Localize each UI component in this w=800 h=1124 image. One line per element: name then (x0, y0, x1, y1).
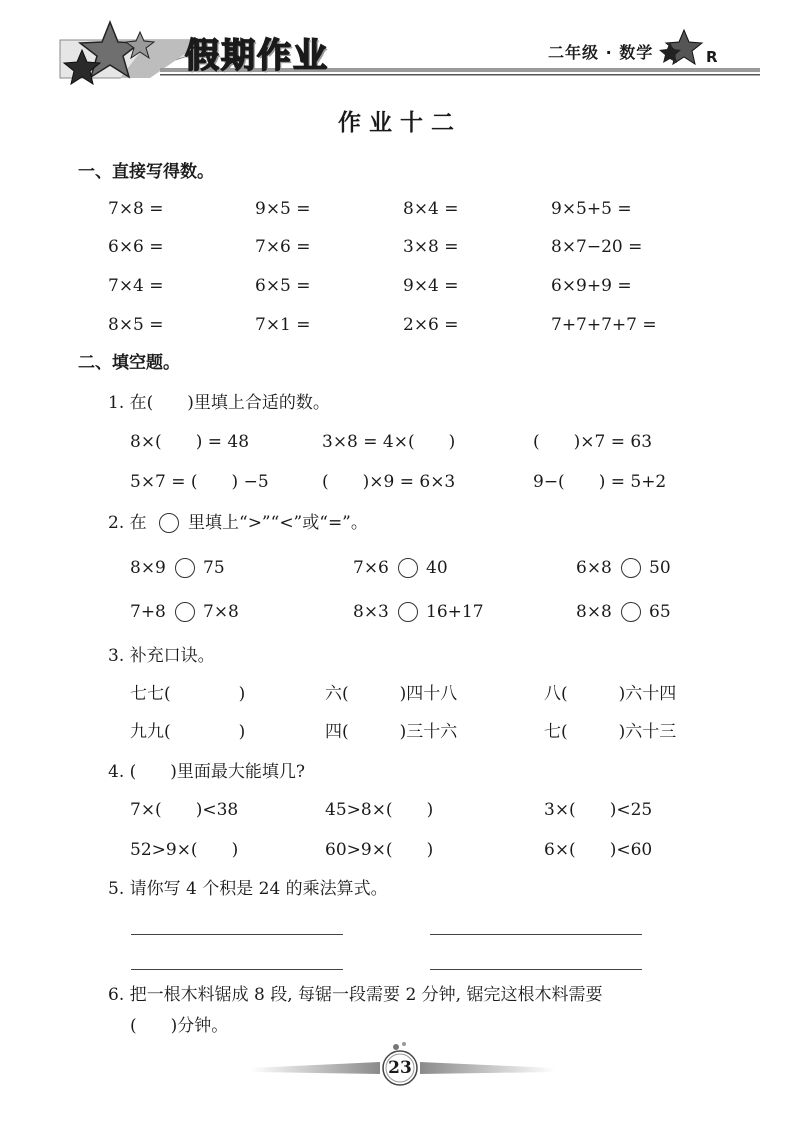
header-title: 假期作业 (185, 36, 329, 76)
q2-prompt-start: 2. 在 (108, 513, 147, 533)
calc-item: 8×7−20 = (551, 237, 643, 257)
compare-right: 75 (203, 558, 225, 578)
rhyme-item: 六( )四十八 (325, 684, 458, 704)
max-fill-item: 52>9×( ) (130, 840, 239, 860)
calc-item: 2×6 = (403, 315, 459, 335)
compare-right: 65 (649, 602, 671, 622)
max-fill-item: 6×( )<60 (544, 840, 653, 860)
max-fill-item: 3×( )<25 (544, 800, 653, 820)
compare-left: 7×6 (353, 558, 389, 578)
calc-item: 9×5 = (255, 199, 311, 219)
edition-mark: R (706, 48, 718, 66)
answer-line[interactable] (131, 969, 343, 970)
header-banner (0, 0, 800, 110)
compare-left: 7+8 (130, 602, 166, 622)
rhyme-item: 七七( ) (130, 684, 246, 704)
compare-circle-blank[interactable] (175, 602, 195, 622)
q4-prompt: 4. ( )里面最大能填几? (108, 762, 306, 782)
calc-item: 8×5 = (108, 315, 164, 335)
q2-prompt-end: 里填上“>”“<”或“=”。 (188, 513, 368, 533)
q6-prompt-line1: 6. 把一根木料锯成 8 段, 每锯一段需要 2 分钟, 锯完这根木料需要 (108, 985, 603, 1005)
compare-circle-blank[interactable] (621, 602, 641, 622)
section2-heading: 二、填空题。 (78, 353, 180, 373)
q3-prompt: 3. 补充口诀。 (108, 646, 215, 666)
section1-heading: 一、直接写得数。 (78, 162, 214, 182)
compare-left: 8×3 (353, 602, 389, 622)
calc-item: 8×4 = (403, 199, 459, 219)
compare-left: 8×9 (130, 558, 166, 578)
fill-item: ( )×9 = 6×3 (322, 472, 456, 492)
grade-subject-label: 二年级 · 数学 (548, 43, 654, 62)
max-fill-item: 60>9×( ) (325, 840, 434, 860)
rhyme-item: 七( )六十三 (544, 722, 677, 742)
q5-prompt: 5. 请你写 4 个积是 24 的乘法算式。 (108, 879, 388, 899)
calc-item: 9×5+5 = (551, 199, 632, 219)
calc-item: 7×1 = (255, 315, 311, 335)
answer-line[interactable] (430, 934, 642, 935)
compare-circle-blank[interactable] (398, 558, 418, 578)
compare-right: 50 (649, 558, 671, 578)
compare-left: 8×8 (576, 602, 612, 622)
calc-item: 7×6 = (255, 237, 311, 257)
compare-left: 6×8 (576, 558, 612, 578)
star-badge-icon (659, 30, 702, 64)
rhyme-item: 九九( ) (130, 722, 246, 742)
calc-item: 6×9+9 = (551, 276, 632, 296)
compare-circle-icon (159, 513, 179, 533)
calc-item: 9×4 = (403, 276, 459, 296)
max-fill-item: 7×( )<38 (130, 800, 239, 820)
answer-line[interactable] (131, 934, 343, 935)
compare-circle-blank[interactable] (621, 558, 641, 578)
calc-item: 7×8 = (108, 199, 164, 219)
fill-item: 8×( ) = 48 (130, 432, 250, 452)
page-number: 23 (388, 1058, 412, 1078)
calc-item: 6×6 = (108, 237, 164, 257)
compare-circle-blank[interactable] (398, 602, 418, 622)
page-title: 作业十二 (338, 110, 462, 136)
compare-right: 40 (426, 558, 448, 578)
q6-prompt-line2: ( )分钟。 (130, 1016, 229, 1036)
fill-item: ( )×7 = 63 (533, 432, 653, 452)
fill-item: 3×8 = 4×( ) (322, 432, 456, 452)
rhyme-item: 八( )六十四 (544, 684, 677, 704)
calc-item: 3×8 = (403, 237, 459, 257)
page-header (0, 0, 800, 110)
rhyme-item: 四( )三十六 (325, 722, 458, 742)
calc-item: 6×5 = (255, 276, 311, 296)
fill-item: 9−( ) = 5+2 (533, 472, 667, 492)
compare-right: 7×8 (203, 602, 239, 622)
q1-prompt: 1. 在( )里填上合适的数。 (108, 393, 330, 413)
calc-item: 7+7+7+7 = (551, 315, 657, 335)
compare-right: 16+17 (426, 602, 484, 622)
calc-item: 7×4 = (108, 276, 164, 296)
max-fill-item: 45>8×( ) (325, 800, 434, 820)
fill-item: 5×7 = ( ) −5 (130, 472, 269, 492)
compare-circle-blank[interactable] (175, 558, 195, 578)
answer-line[interactable] (430, 969, 642, 970)
